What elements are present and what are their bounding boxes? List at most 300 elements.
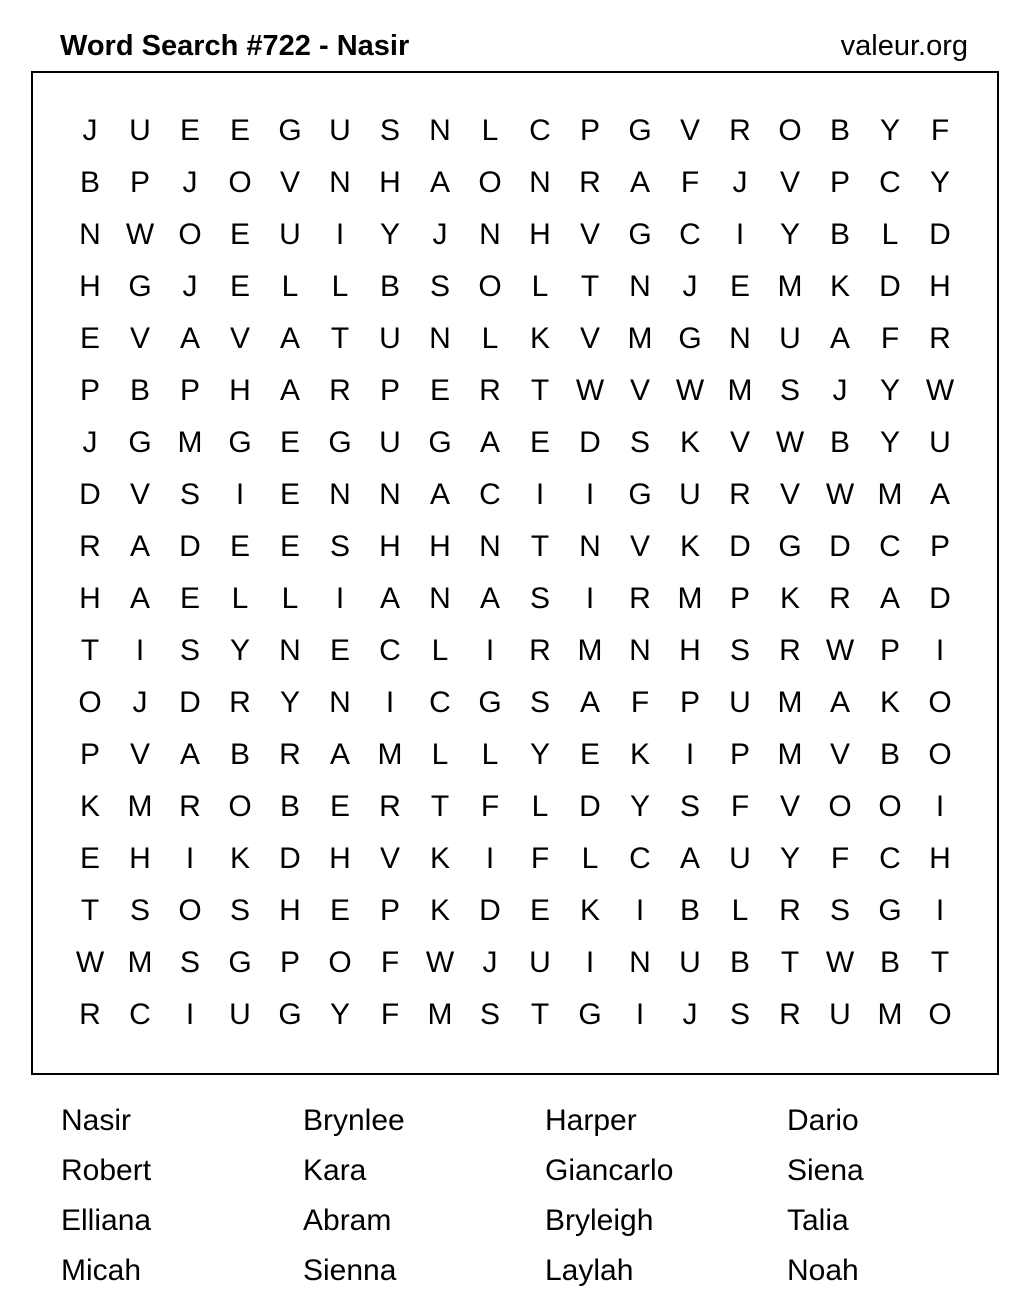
grid-cell[interactable]: N (729, 322, 751, 355)
grid-cell[interactable]: T (330, 322, 350, 355)
grid-cell[interactable]: O (478, 270, 502, 303)
grid-cell[interactable]: T (580, 270, 600, 303)
grid-cell[interactable]: R (579, 166, 601, 199)
grid-cell[interactable]: H (79, 270, 101, 303)
grid-cell[interactable]: F (930, 114, 950, 147)
grid-cell[interactable]: J (432, 218, 448, 251)
grid-cell[interactable]: D (729, 530, 751, 563)
grid-cell[interactable]: F (630, 686, 650, 719)
grid-cell[interactable]: C (679, 218, 701, 251)
grid-cell[interactable]: W (675, 374, 705, 407)
grid-cell[interactable]: H (429, 530, 451, 563)
grid-cell[interactable]: N (79, 218, 101, 251)
grid-cell[interactable]: V (579, 322, 600, 355)
grid-cell[interactable]: H (79, 582, 101, 615)
grid-cell[interactable]: E (279, 530, 300, 563)
grid-cell[interactable]: S (179, 634, 200, 667)
grid-cell[interactable]: R (179, 790, 201, 823)
grid-cell[interactable]: K (879, 686, 900, 719)
grid-cell[interactable]: Y (779, 842, 800, 875)
grid-cell[interactable]: C (879, 166, 901, 199)
grid-cell[interactable]: E (529, 894, 550, 927)
grid-cell[interactable]: I (935, 634, 945, 667)
grid-cell[interactable]: G (478, 686, 502, 719)
grid-cell[interactable]: S (779, 374, 800, 407)
grid-cell[interactable]: I (935, 790, 945, 823)
grid-cell[interactable]: O (478, 166, 502, 199)
grid-cell[interactable]: V (129, 322, 150, 355)
grid-cell[interactable]: B (279, 790, 300, 823)
grid-cell[interactable]: W (825, 946, 855, 979)
grid-cell[interactable]: A (479, 582, 500, 615)
grid-cell[interactable]: O (78, 686, 102, 719)
grid-cell[interactable]: A (929, 478, 950, 511)
grid-cell[interactable]: L (481, 322, 499, 355)
grid-cell[interactable]: C (629, 842, 651, 875)
grid-cell[interactable]: B (229, 738, 250, 771)
grid-cell[interactable]: M (877, 478, 903, 511)
grid-cell[interactable]: S (729, 998, 750, 1031)
grid-cell[interactable]: H (279, 894, 301, 927)
grid-cell[interactable]: A (129, 582, 150, 615)
grid-cell[interactable]: K (229, 842, 250, 875)
grid-cell[interactable]: T (80, 634, 100, 667)
grid-cell[interactable]: B (129, 374, 150, 407)
grid-cell[interactable]: A (829, 322, 850, 355)
grid-cell[interactable]: W (425, 946, 455, 979)
grid-cell[interactable]: S (329, 530, 350, 563)
grid-cell[interactable]: N (579, 530, 601, 563)
grid-cell[interactable]: V (629, 530, 650, 563)
grid-cell[interactable]: E (179, 582, 200, 615)
grid-cell[interactable]: S (529, 686, 550, 719)
grid-cell[interactable]: F (680, 166, 700, 199)
grid-cell[interactable]: E (179, 114, 200, 147)
grid-cell[interactable]: H (379, 530, 401, 563)
grid-cell[interactable]: I (235, 478, 245, 511)
grid-cell[interactable]: Y (879, 426, 900, 459)
grid-cell[interactable]: E (79, 322, 100, 355)
grid-cell[interactable]: T (80, 894, 100, 927)
grid-cell[interactable]: L (331, 270, 349, 303)
grid-cell[interactable]: J (182, 166, 198, 199)
grid-cell[interactable]: M (127, 946, 153, 979)
grid-cell[interactable]: C (379, 634, 401, 667)
grid-cell[interactable]: E (329, 634, 350, 667)
grid-cell[interactable]: K (429, 894, 450, 927)
grid-cell[interactable]: R (329, 374, 351, 407)
grid-cell[interactable]: Y (879, 374, 900, 407)
grid-cell[interactable]: E (279, 478, 300, 511)
grid-cell[interactable]: M (377, 738, 403, 771)
grid-cell[interactable]: Y (329, 998, 350, 1031)
grid-cell[interactable]: S (529, 582, 550, 615)
grid-cell[interactable]: A (279, 322, 300, 355)
grid-cell[interactable]: U (129, 114, 151, 147)
grid-cell[interactable]: M (427, 998, 453, 1031)
grid-cell[interactable]: T (530, 374, 550, 407)
grid-cell[interactable]: M (177, 426, 203, 459)
grid-cell[interactable]: L (231, 582, 249, 615)
grid-cell[interactable]: J (82, 114, 98, 147)
grid-cell[interactable]: A (579, 686, 600, 719)
grid-cell[interactable]: P (929, 530, 950, 563)
grid-cell[interactable]: E (229, 218, 250, 251)
grid-cell[interactable]: C (429, 686, 451, 719)
grid-cell[interactable]: Y (929, 166, 950, 199)
grid-cell[interactable]: D (79, 478, 101, 511)
grid-cell[interactable]: P (829, 166, 850, 199)
grid-cell[interactable]: G (628, 114, 652, 147)
grid-cell[interactable]: V (779, 166, 800, 199)
grid-cell[interactable]: A (879, 582, 900, 615)
grid-cell[interactable]: I (335, 218, 345, 251)
grid-cell[interactable]: F (530, 842, 550, 875)
grid-cell[interactable]: R (829, 582, 851, 615)
grid-cell[interactable]: W (75, 946, 105, 979)
grid-cell[interactable]: M (777, 270, 803, 303)
grid-cell[interactable]: K (429, 842, 450, 875)
grid-cell[interactable]: V (629, 374, 650, 407)
grid-cell[interactable]: B (829, 218, 850, 251)
grid-cell[interactable]: T (530, 998, 550, 1031)
grid-cell[interactable]: B (829, 114, 850, 147)
grid-cell[interactable]: E (229, 270, 250, 303)
grid-cell[interactable]: B (879, 738, 900, 771)
grid-cell[interactable]: H (229, 374, 251, 407)
grid-cell[interactable]: L (431, 634, 449, 667)
grid-cell[interactable]: J (82, 426, 98, 459)
grid-cell[interactable]: Y (879, 114, 900, 147)
grid-cell[interactable]: Y (629, 790, 650, 823)
grid-cell[interactable]: N (429, 322, 451, 355)
grid-cell[interactable]: W (825, 634, 855, 667)
grid-cell[interactable]: D (879, 270, 901, 303)
grid-cell[interactable]: G (228, 946, 252, 979)
grid-cell[interactable]: J (832, 374, 848, 407)
grid-cell[interactable]: R (279, 738, 301, 771)
grid-cell[interactable]: K (529, 322, 550, 355)
grid-cell[interactable]: D (479, 894, 501, 927)
grid-cell[interactable]: U (729, 686, 751, 719)
grid-cell[interactable]: L (481, 114, 499, 147)
grid-cell[interactable]: I (585, 946, 595, 979)
grid-cell[interactable]: J (132, 686, 148, 719)
grid-cell[interactable]: H (329, 842, 351, 875)
grid-cell[interactable]: P (179, 374, 200, 407)
grid-cell[interactable]: Y (529, 738, 550, 771)
grid-cell[interactable]: B (729, 946, 750, 979)
grid-cell[interactable]: P (879, 634, 900, 667)
grid-cell[interactable]: G (128, 270, 152, 303)
grid-cell[interactable]: P (79, 738, 100, 771)
grid-cell[interactable]: I (485, 842, 495, 875)
grid-cell[interactable]: G (328, 426, 352, 459)
grid-cell[interactable]: K (579, 894, 600, 927)
grid-cell[interactable]: B (79, 166, 100, 199)
grid-cell[interactable]: S (379, 114, 400, 147)
grid-cell[interactable]: Y (279, 686, 300, 719)
grid-cell[interactable]: N (429, 582, 451, 615)
grid-cell[interactable]: N (329, 478, 351, 511)
grid-cell[interactable]: M (877, 998, 903, 1031)
grid-cell[interactable]: S (229, 894, 250, 927)
grid-cell[interactable]: V (379, 842, 400, 875)
grid-cell[interactable]: L (431, 738, 449, 771)
grid-cell[interactable]: T (430, 790, 450, 823)
grid-cell[interactable]: J (682, 998, 698, 1031)
grid-cell[interactable]: D (579, 790, 601, 823)
grid-cell[interactable]: V (729, 426, 750, 459)
grid-cell[interactable]: V (829, 738, 850, 771)
grid-cell[interactable]: E (279, 426, 300, 459)
grid-cell[interactable]: V (779, 790, 800, 823)
grid-cell[interactable]: V (579, 218, 600, 251)
grid-cell[interactable]: I (535, 478, 545, 511)
grid-cell[interactable]: B (829, 426, 850, 459)
grid-cell[interactable]: R (229, 686, 251, 719)
grid-cell[interactable]: H (529, 218, 551, 251)
grid-cell[interactable]: U (679, 478, 701, 511)
grid-cell[interactable]: B (379, 270, 400, 303)
grid-cell[interactable]: A (479, 426, 500, 459)
grid-cell[interactable]: I (735, 218, 745, 251)
grid-cell[interactable]: G (678, 322, 702, 355)
grid-cell[interactable]: D (179, 530, 201, 563)
grid-cell[interactable]: R (729, 478, 751, 511)
grid-cell[interactable]: V (129, 478, 150, 511)
grid-cell[interactable]: O (928, 998, 952, 1031)
grid-cell[interactable]: H (929, 270, 951, 303)
grid-cell[interactable]: O (228, 166, 252, 199)
grid-cell[interactable]: N (329, 166, 351, 199)
grid-cell[interactable]: L (581, 842, 599, 875)
grid-cell[interactable]: P (379, 894, 400, 927)
grid-cell[interactable]: D (579, 426, 601, 459)
grid-cell[interactable]: S (829, 894, 850, 927)
grid-cell[interactable]: V (779, 478, 800, 511)
grid-cell[interactable]: C (529, 114, 551, 147)
grid-cell[interactable]: A (829, 686, 850, 719)
grid-cell[interactable]: J (482, 946, 498, 979)
grid-cell[interactable]: T (930, 946, 950, 979)
grid-cell[interactable]: W (125, 218, 155, 251)
grid-cell[interactable]: P (279, 946, 300, 979)
grid-cell[interactable]: L (481, 738, 499, 771)
grid-cell[interactable]: N (329, 686, 351, 719)
grid-cell[interactable]: G (778, 530, 802, 563)
grid-cell[interactable]: N (429, 114, 451, 147)
grid-cell[interactable]: L (281, 270, 299, 303)
grid-cell[interactable]: K (779, 582, 800, 615)
grid-cell[interactable]: U (279, 218, 301, 251)
grid-cell[interactable]: T (530, 530, 550, 563)
grid-cell[interactable]: U (729, 842, 751, 875)
grid-cell[interactable]: I (685, 738, 695, 771)
grid-cell[interactable]: E (579, 738, 600, 771)
grid-cell[interactable]: D (279, 842, 301, 875)
grid-cell[interactable]: E (729, 270, 750, 303)
grid-cell[interactable]: E (429, 374, 450, 407)
grid-cell[interactable]: E (329, 894, 350, 927)
grid-cell[interactable]: F (480, 790, 500, 823)
grid-cell[interactable]: C (879, 530, 901, 563)
grid-cell[interactable]: W (775, 426, 805, 459)
grid-cell[interactable]: E (229, 530, 250, 563)
grid-cell[interactable]: P (129, 166, 150, 199)
grid-cell[interactable]: L (881, 218, 899, 251)
grid-cell[interactable]: I (635, 894, 645, 927)
grid-cell[interactable]: P (79, 374, 100, 407)
grid-cell[interactable]: S (179, 946, 200, 979)
grid-cell[interactable]: E (529, 426, 550, 459)
grid-cell[interactable]: L (281, 582, 299, 615)
grid-cell[interactable]: P (729, 738, 750, 771)
grid-cell[interactable]: R (629, 582, 651, 615)
grid-cell[interactable]: I (185, 842, 195, 875)
grid-cell[interactable]: T (780, 946, 800, 979)
grid-cell[interactable]: D (179, 686, 201, 719)
grid-cell[interactable]: A (129, 530, 150, 563)
grid-cell[interactable]: S (729, 634, 750, 667)
grid-cell[interactable]: R (379, 790, 401, 823)
grid-cell[interactable]: D (929, 582, 951, 615)
grid-cell[interactable]: M (677, 582, 703, 615)
grid-cell[interactable]: M (127, 790, 153, 823)
grid-cell[interactable]: Y (229, 634, 250, 667)
grid-cell[interactable]: G (278, 998, 302, 1031)
grid-cell[interactable]: R (79, 530, 101, 563)
grid-cell[interactable]: A (679, 842, 700, 875)
grid-cell[interactable]: J (182, 270, 198, 303)
grid-cell[interactable]: N (479, 530, 501, 563)
grid-cell[interactable]: U (679, 946, 701, 979)
grid-cell[interactable]: B (679, 894, 700, 927)
grid-cell[interactable]: O (828, 790, 852, 823)
grid-cell[interactable]: W (825, 478, 855, 511)
grid-cell[interactable]: U (779, 322, 801, 355)
grid-cell[interactable]: H (679, 634, 701, 667)
grid-cell[interactable]: S (679, 790, 700, 823)
grid-cell[interactable]: O (178, 218, 202, 251)
grid-cell[interactable]: M (627, 322, 653, 355)
grid-cell[interactable]: N (529, 166, 551, 199)
grid-cell[interactable]: U (379, 426, 401, 459)
grid-cell[interactable]: M (777, 686, 803, 719)
grid-cell[interactable]: U (379, 322, 401, 355)
grid-cell[interactable]: N (379, 478, 401, 511)
grid-cell[interactable]: F (380, 946, 400, 979)
grid-cell[interactable]: S (429, 270, 450, 303)
grid-cell[interactable]: V (679, 114, 700, 147)
grid-cell[interactable]: L (531, 270, 549, 303)
grid-cell[interactable]: I (185, 998, 195, 1031)
grid-cell[interactable]: I (385, 686, 395, 719)
grid-cell[interactable]: G (628, 478, 652, 511)
grid-cell[interactable]: C (479, 478, 501, 511)
grid-cell[interactable]: A (379, 582, 400, 615)
grid-cell[interactable]: O (878, 790, 902, 823)
grid-cell[interactable]: W (925, 374, 955, 407)
grid-cell[interactable]: K (629, 738, 650, 771)
grid-cell[interactable]: R (779, 634, 801, 667)
grid-cell[interactable]: A (429, 478, 450, 511)
grid-cell[interactable]: K (679, 530, 700, 563)
grid-cell[interactable]: R (929, 322, 951, 355)
grid-cell[interactable]: K (829, 270, 850, 303)
grid-cell[interactable]: Y (379, 218, 400, 251)
grid-cell[interactable]: P (379, 374, 400, 407)
grid-cell[interactable]: G (228, 426, 252, 459)
grid-cell[interactable]: G (628, 218, 652, 251)
grid-cell[interactable]: K (679, 426, 700, 459)
grid-cell[interactable]: N (629, 634, 651, 667)
grid-cell[interactable]: I (585, 582, 595, 615)
grid-cell[interactable]: U (229, 998, 251, 1031)
grid-cell[interactable]: H (929, 842, 951, 875)
grid-cell[interactable]: F (380, 998, 400, 1031)
grid-cell[interactable]: W (575, 374, 605, 407)
grid-cell[interactable]: O (928, 738, 952, 771)
grid-cell[interactable]: O (928, 686, 952, 719)
grid-cell[interactable]: O (228, 790, 252, 823)
grid-cell[interactable]: R (779, 998, 801, 1031)
grid-cell[interactable]: O (178, 894, 202, 927)
grid-cell[interactable]: G (878, 894, 902, 927)
grid-cell[interactable]: M (777, 738, 803, 771)
grid-cell[interactable]: U (929, 426, 951, 459)
grid-cell[interactable]: N (629, 946, 651, 979)
grid-cell[interactable]: V (129, 738, 150, 771)
grid-cell[interactable]: I (585, 478, 595, 511)
grid-cell[interactable]: A (329, 738, 350, 771)
grid-cell[interactable]: D (929, 218, 951, 251)
grid-cell[interactable]: R (729, 114, 751, 147)
grid-cell[interactable]: S (129, 894, 150, 927)
grid-cell[interactable]: A (179, 322, 200, 355)
grid-cell[interactable]: A (629, 166, 650, 199)
grid-cell[interactable]: H (379, 166, 401, 199)
grid-cell[interactable]: O (328, 946, 352, 979)
grid-cell[interactable]: P (679, 686, 700, 719)
grid-cell[interactable]: R (79, 998, 101, 1031)
grid-cell[interactable]: K (79, 790, 100, 823)
grid-cell[interactable]: G (278, 114, 302, 147)
grid-cell[interactable]: I (335, 582, 345, 615)
grid-cell[interactable]: S (479, 998, 500, 1031)
grid-cell[interactable]: L (731, 894, 749, 927)
grid-cell[interactable]: A (279, 374, 300, 407)
grid-cell[interactable]: R (779, 894, 801, 927)
grid-cell[interactable]: C (879, 842, 901, 875)
grid-cell[interactable]: P (579, 114, 600, 147)
grid-cell[interactable]: N (479, 218, 501, 251)
grid-cell[interactable]: U (329, 114, 351, 147)
grid-cell[interactable]: I (635, 998, 645, 1031)
grid-cell[interactable]: R (479, 374, 501, 407)
grid-cell[interactable]: S (629, 426, 650, 459)
grid-cell[interactable]: I (485, 634, 495, 667)
grid-cell[interactable]: F (880, 322, 900, 355)
grid-cell[interactable]: S (179, 478, 200, 511)
grid-cell[interactable]: V (229, 322, 250, 355)
grid-cell[interactable]: M (577, 634, 603, 667)
grid-cell[interactable]: F (730, 790, 750, 823)
grid-cell[interactable]: J (682, 270, 698, 303)
grid-cell[interactable]: A (429, 166, 450, 199)
grid-cell[interactable]: J (732, 166, 748, 199)
grid-cell[interactable]: C (129, 998, 151, 1031)
